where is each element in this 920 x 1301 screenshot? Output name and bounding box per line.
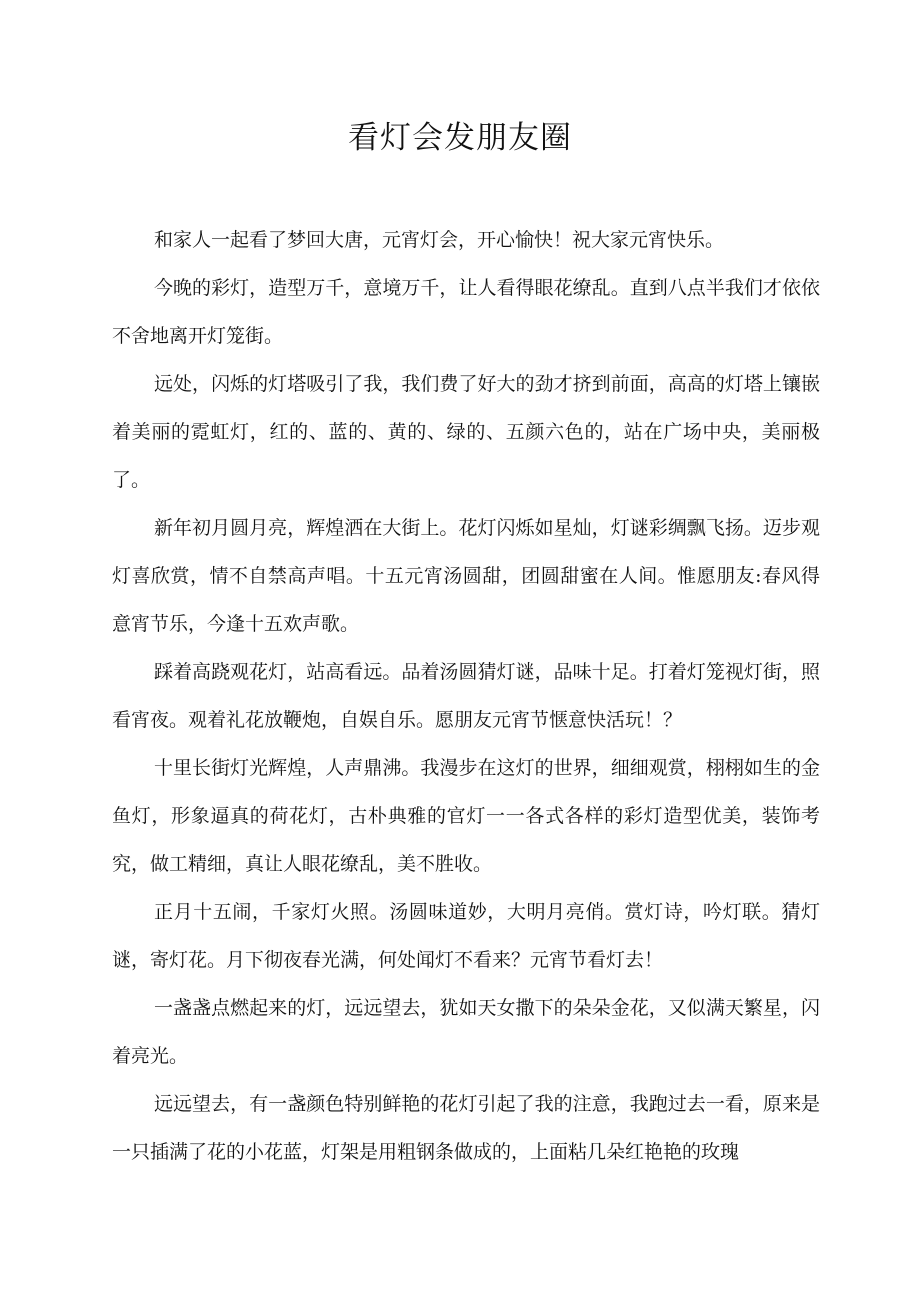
paragraph: 和家人一起看了梦回大唐，元宵灯会，开心愉快！祝大家元宵快乐。 bbox=[154, 229, 725, 251]
paragraph: 踩着高跷观花灯，站高看远。品着汤圆猜灯谜，品味十足。打着灯笼视灯街，照看宵夜。观着礼花放鞭炮，自娱自乐。愿朋友元宵节惬意快活玩！？ bbox=[112, 661, 820, 731]
paragraph: 今晚的彩灯，造型万千，意境万千，让人看得眼花缭乱。直到八点半我们才依依不舍地离开灯笼街。 bbox=[112, 277, 820, 347]
paragraph: 正月十五闹，千家灯火照。汤圆味道妙，大明月亮俏。赏灯诗，吟灯联。猜灯谜，寄灯花。月下彻夜春光满，何处闻灯不看来？元宵节看灯去！ bbox=[112, 901, 820, 971]
paragraph: 远远望去，有一盏颜色特别鲜艳的花灯引起了我的注意，我跑过去一看，原来是一只插满了花的小花蓝，灯架是用粗钢条做成的，上面粘几朵红艳艳的玫瑰 bbox=[112, 1093, 820, 1163]
paragraph: 一盏盏点燃起来的灯，远远望去，犹如天女撒下的朵朵金花，又似满天繁星，闪着亮光。 bbox=[112, 997, 820, 1067]
document-body bbox=[112, 216, 820, 1176]
paragraph: 十里长街灯光辉煌，人声鼎沸。我漫步在这灯的世界，细细观赏，栩栩如生的金鱼灯，形象逼真的荷花灯，古朴典雅的官灯一一各式各样的彩灯造型优美，装饰考究，做工精细，真让人眼花缭乱，美不胜收。 bbox=[112, 757, 820, 875]
paragraph: 新年初月圆月亮，辉煌洒在大街上。花灯闪烁如星灿，灯谜彩绸飘飞扬。迈步观灯喜欣赏，情不自禁高声唱。十五元宵汤圆甜，团圆甜蜜在人间。惟愿朋友:春风得意宵节乐，今逢十五欢声歌。 bbox=[112, 517, 820, 635]
paragraph: 远处，闪烁的灯塔吸引了我，我们费了好大的劲才挤到前面，高高的灯塔上镶嵌着美丽的霓虹灯，红的、蓝的、黄的、绿的、五颜六色的，站在广场中央，美丽极了。 bbox=[112, 373, 820, 491]
document-title: 看灯会发朋友圈 bbox=[348, 120, 572, 156]
